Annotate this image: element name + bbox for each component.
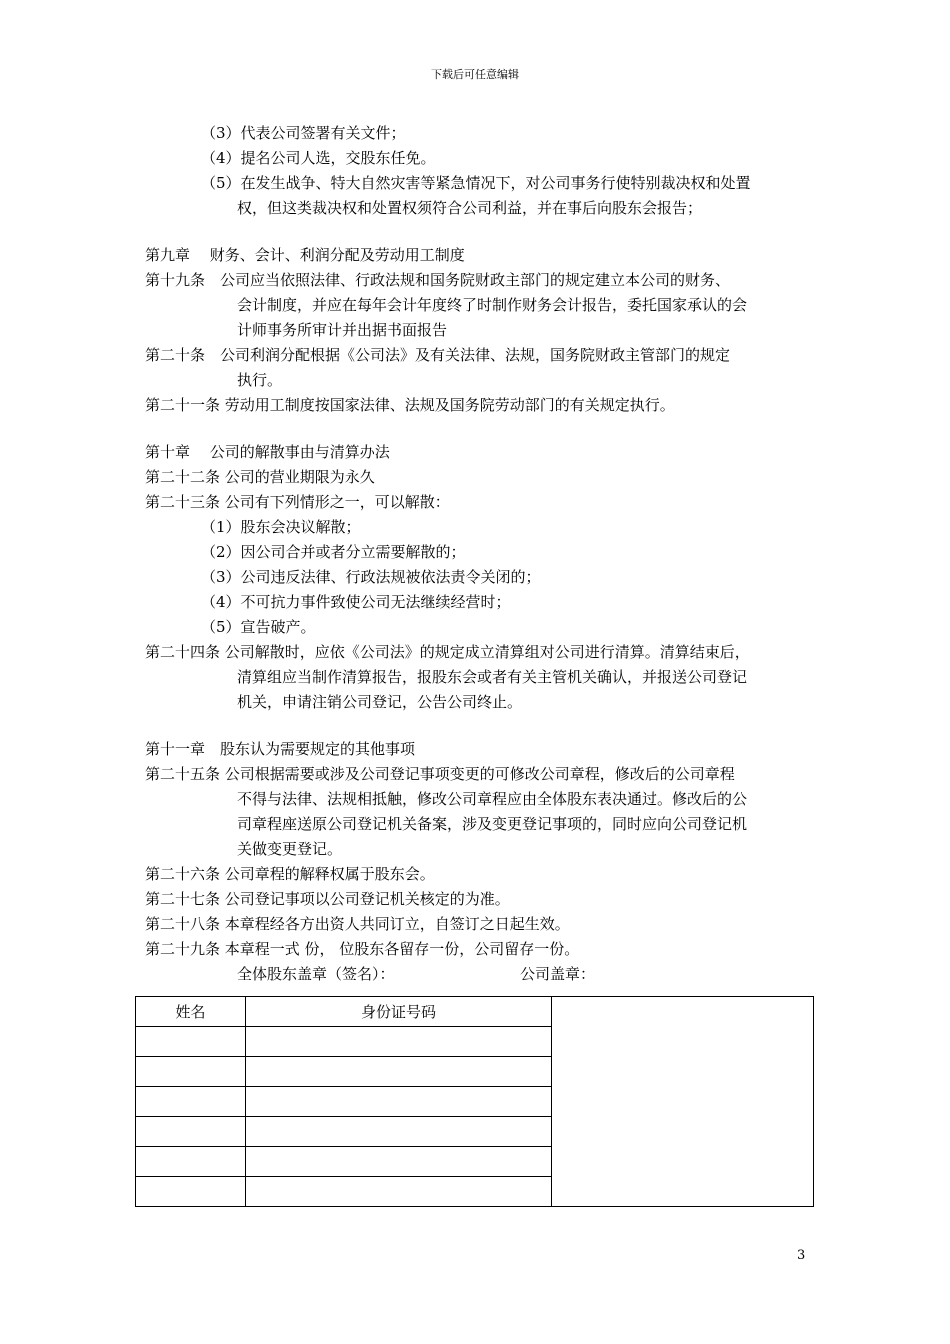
id-number-cell — [246, 1147, 552, 1177]
company-seal-box — [552, 997, 814, 1207]
document-line: 执行。 — [237, 371, 283, 389]
signature-line — [145, 962, 825, 987]
id-number-cell — [246, 1117, 552, 1147]
shareholder-seal-label: 全体股东盖章（签名）： — [237, 965, 395, 983]
document-line: 第二十六条 公司章程的解释权属于股东会。 — [145, 865, 435, 883]
document-line: 第二十条 公司利润分配根据《公司法》及有关法律、法规，国务院财政主管部门的规定 — [145, 346, 731, 364]
section-gap — [145, 418, 825, 440]
document-line: （3）公司违反法律、行政法规被依法责令关闭的； — [201, 568, 541, 586]
page-header: 下载后可任意编辑 — [431, 68, 519, 81]
document-line: 不得与法律、法规相抵触，修改公司章程应由全体股东表决通过。修改后的公 — [237, 790, 748, 808]
company-seal-label: 公司盖章： — [520, 965, 596, 983]
name-cell — [136, 1057, 246, 1087]
document-line: 会计制度，并应在每年会计年度终了时制作财务会计报告，委托国家承认的会 — [237, 296, 748, 314]
name-cell — [136, 1027, 246, 1057]
document-line: 第二十五条 公司根据需要或涉及公司登记事项变更的可修改公司章程，修改后的公司章程 — [145, 765, 735, 783]
page-number: 3 — [797, 1248, 806, 1263]
name-column-header: 姓名 — [136, 997, 246, 1027]
section-gap — [145, 715, 825, 737]
id-number-cell — [246, 1177, 552, 1207]
document-line: 第十一章 股东认为需要规定的其他事项 — [145, 740, 416, 758]
document-line: 第十九条 公司应当依照法律、行政法规和国务院财政主部门的规定建立本公司的财务、 — [145, 271, 731, 289]
document-line: 关做变更登记。 — [237, 840, 343, 858]
document-line: 机关，申请注销公司登记，公告公司终止。 — [237, 693, 523, 711]
id-number-column-header: 身份证号码 — [246, 997, 552, 1027]
document-line: 清算组应当制作清算报告，报股东会或者有关主管机关确认，并报送公司登记 — [237, 668, 748, 686]
name-cell — [136, 1177, 246, 1207]
document-line: 第十章 公司的解散事由与清算办法 — [145, 443, 390, 461]
document-line: 第九章 财务、会计、利润分配及劳动用工制度 — [145, 246, 465, 264]
document-line: （4）提名公司人选，交股东任免。 — [201, 149, 436, 167]
article-lines — [145, 121, 825, 962]
document-line: 第二十七条 公司登记事项以公司登记机关核定的为准。 — [145, 890, 510, 908]
id-number-cell — [246, 1057, 552, 1087]
document-line: 第二十一条 劳动用工制度按国家法律、法规及国务院劳动部门的有关规定执行。 — [145, 396, 675, 414]
document-line: 第二十三条 公司有下列情形之一，可以解散： — [145, 493, 450, 511]
document-line: 第二十二条 公司的营业期限为永久 — [145, 468, 375, 486]
document-line: 计师事务所审计并出据书面报告 — [237, 321, 448, 339]
document-line: （5）在发生战争、特大自然灾害等紧急情况下，对公司事务行使特别裁决权和处置 — [201, 174, 751, 192]
document-line: （3）代表公司签署有关文件； — [201, 124, 406, 142]
document-line: 第二十八条 本章程经各方出资人共同订立，自签订之日起生效。 — [145, 915, 570, 933]
table-header-row — [136, 997, 814, 1027]
id-number-cell — [246, 1087, 552, 1117]
document-line: （4）不可抗力事件致使公司无法继续经营时； — [201, 593, 511, 611]
document-body — [145, 121, 825, 987]
section-gap — [145, 221, 825, 243]
document-line: 第二十九条 本章程一式 份， 位股东各留存一份，公司留存一份。 — [145, 940, 580, 958]
document-line: 司章程座送原公司登记机关备案，涉及变更登记事项的，同时应向公司登记机 — [237, 815, 748, 833]
id-number-cell — [246, 1027, 552, 1057]
name-cell — [136, 1087, 246, 1117]
document-line: （5）宣告破产。 — [201, 618, 316, 636]
name-cell — [136, 1147, 246, 1177]
document-line: 第二十四条 公司解散时，应依《公司法》的规定成立清算组对公司进行清算。清算结束后， — [145, 643, 750, 661]
document-line: 权，但这类裁决权和处置权须符合公司利益，并在事后向股东会报告； — [237, 199, 703, 217]
name-cell — [136, 1117, 246, 1147]
document-line: （2）因公司合并或者分立需要解散的； — [201, 543, 466, 561]
signature-table — [135, 996, 814, 1207]
document-line: （1）股东会决议解散； — [201, 518, 361, 536]
